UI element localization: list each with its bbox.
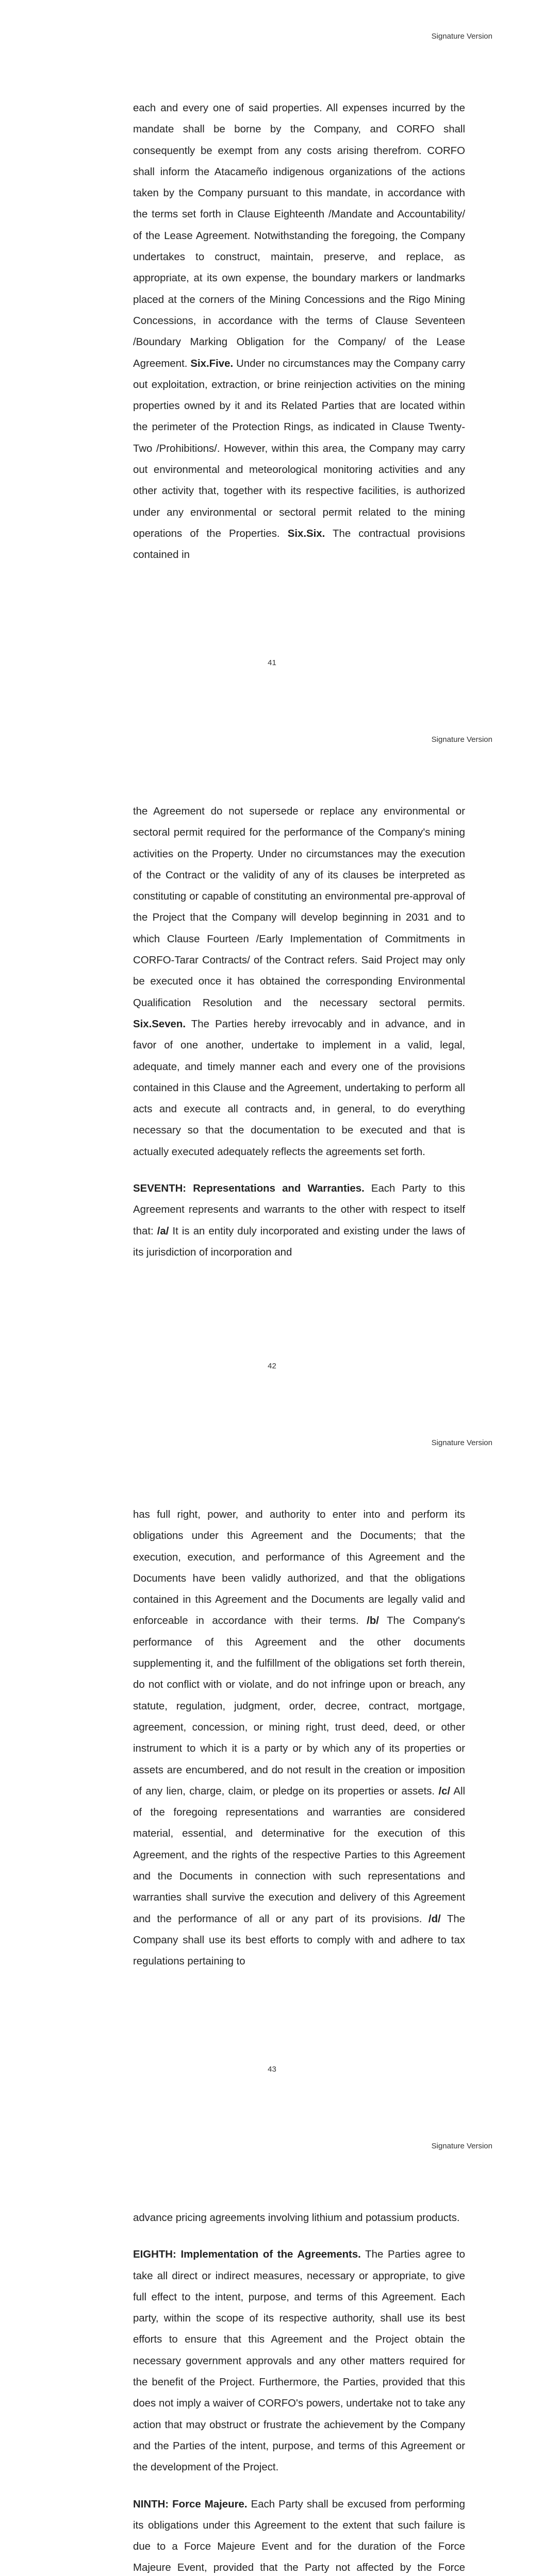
body-paragraph xyxy=(133,801,465,1163)
bold-heading-text: /b/ xyxy=(367,1615,379,1627)
paragraph-text: The Company's performance of this Agreement and the other documents supplementing it, and the fulfillment of the obligations set forth therein, do not conflict with or violate, and do not infringe upon or breach, any statute, regulation, judgment, order, decree, contract, mortgage, agreement, concession, or mining right, trust deed, deed, or other instrument to which it is a party or by which any of its properties or assets are encumbered, and do not result in the creation or imposition of any lien, charge, claim, or pledge on its properties or assets. xyxy=(133,1615,465,1797)
paragraph-text: It is an entity duly incorporated and existing under the laws of its jurisdiction of incorporation and xyxy=(133,1225,465,1258)
document-page xyxy=(0,2110,544,2576)
body-paragraph xyxy=(133,1178,465,1263)
paragraph-text: advance pricing agreements involving lithium and potassium products. xyxy=(133,2212,460,2224)
paragraph-text: The Parties agree to take all direct or indirect measures, necessary or appropriate, to give full effect to the intent, purpose, and terms of this Agreement. Each party, within the scope of its respective authority, shall use its best efforts to ensure that this Agreement and the Project obtain the necessary government approvals and any other matters required for the benefit of the Project. Furthermore, the Parties, provided that this does not imply a waiver of CORFO's powers, undertake not to take any action that may obstruct or frustrate the achievement by the Company and the Parties of the intent, purpose, and terms of this Agreement or the development of the Project. xyxy=(133,2249,465,2473)
bold-heading-text: Six.Seven. xyxy=(133,1018,186,1030)
body-paragraph xyxy=(133,1504,465,1973)
paragraph-text: The Company shall use its best efforts to comply with and adhere to tax regulations pertaining to xyxy=(133,1913,466,1968)
bold-heading-text: /d/ xyxy=(428,1913,441,1925)
document-page xyxy=(0,0,544,703)
page-number: 42 xyxy=(268,1362,276,1370)
page-header: Signature Version xyxy=(431,1438,492,1447)
body-paragraph xyxy=(133,98,465,566)
page-body xyxy=(133,98,465,566)
page-body xyxy=(133,1504,465,1973)
paragraph-text: the Agreement do not supersede or replace any environmental or sectoral permit required for the performance of the Company's mining activities on the Property. Under no circumstances may the execution of the Contract or the validity of any of its clauses be interpreted as constituting or capable of constituting an environmental pre-approval of the Project that the Company will develop beginning in 2031 and to which Clause Fourteen /Early Implementation of Commitments in CORFO-Tarar Contracts/ of the Contract refers. Said Project may only be executed once it has obtained the corresponding Environmental Qualification Resolution and the necessary sectoral permits. xyxy=(133,806,465,1009)
page-body xyxy=(133,2208,465,2576)
document-page xyxy=(0,1406,544,2110)
page-header: Signature Version xyxy=(431,735,492,744)
document-page xyxy=(0,703,544,1406)
paragraph-text: All of the foregoing representations and warranties are considered material, essential, and determinative for the execution of this Agreement, and the rights of the respective Parties to this Agreement and the Documents in connection with such representations and warranties shall survive the execution and delivery of this Agreement and the performance of all or any part of its provisions. xyxy=(133,1785,465,1925)
paragraph-text: each and every one of said properties. All expenses incurred by the mandate shall be borne by the Company, and CORFO shall consequently be exempt from any costs arising therefrom. CORFO shall inform the Atacameño indigenous organizations of the actions taken by the Company pursuant to this mandate, in accordance with the terms set forth in Clause Eighteenth /Mandate and Accountability/ of the Lease Agreement. Notwithstanding the foregoing, the Company undertakes to construct, maintain, preserve, and replace, as appropriate, at its own expense, the boundary markers or landmarks placed at the corners of the Mining Concessions and the Rigo Mining Concessions, in accordance with the terms of Clause Seventeen /Boundary Marking Obligation for the Company/ of the Lease Agreement. xyxy=(133,103,465,369)
bold-heading-text: NINTH: Force Majeure. xyxy=(133,2498,248,2510)
page-header: Signature Version xyxy=(431,2142,492,2150)
paragraph-text: Each Party to this Agreement represents and warrants to the other with respect to itself that: xyxy=(133,1183,465,1237)
paragraph-text: Under no circumstances may the Company carry out exploitation, extraction, or brine reinjection activities on the mining properties owned by it and its Related Parties that are located within the perimeter of the Protection Rings, as indicated in Clause Twenty-Two /Prohibitions/. However, within this area, the Company may carry out environmental and meteorological monitoring activities and any other activity that, together with its respective facilities, is authorized under any environmental or sectoral permit related to the mining operations of the Properties. xyxy=(133,358,465,539)
bold-heading-text: Six.Five. xyxy=(190,358,234,369)
paragraph-text: has full right, power, and authority to enter into and perform its obligations under this Agreement and the Documents; that the execution, execution, and performance of this Agreement and the Documents have been validly authorized, and that the obligations contained in this Agreement and the Documents are legally valid and enforceable in accordance with their terms. xyxy=(133,1509,465,1627)
body-paragraph xyxy=(133,2494,465,2576)
body-paragraph xyxy=(133,2244,465,2478)
paragraph-text: Each Party shall be excused from performing its obligations under this Agreement to the extent that such failure is due to a Force Majeure Event and for the duration of the Force Majeure Event, provided that the Party not affected by the Force xyxy=(133,2498,465,2574)
page-header: Signature Version xyxy=(431,32,492,41)
bold-heading-text: /c/ xyxy=(438,1785,451,1797)
page-body xyxy=(133,801,465,1263)
body-paragraph xyxy=(133,2208,465,2229)
page-number: 43 xyxy=(268,2065,276,2074)
bold-heading-text: Six.Six. xyxy=(287,528,325,539)
paragraph-text: The Parties hereby irrevocably and in advance, and in favor of one another, undertake to implement in a valid, legal, adequate, and timely manner each and every one of the provisions contained in this Clause and the Agreement, undertaking to perform all acts and execute all contracts and, in general, to do everything necessary so that the documentation to be executed and that is actually executed adequately reflects the agreements set forth. xyxy=(133,1018,465,1158)
paragraph-text: The contractual provisions contained in xyxy=(133,528,465,561)
page-number: 41 xyxy=(268,658,276,667)
bold-heading-text: EIGHTH: Implementation of the Agreements. xyxy=(133,2249,361,2261)
bold-heading-text: /a/ xyxy=(157,1225,169,1237)
bold-heading-text: SEVENTH: Representations and Warranties. xyxy=(133,1183,365,1195)
